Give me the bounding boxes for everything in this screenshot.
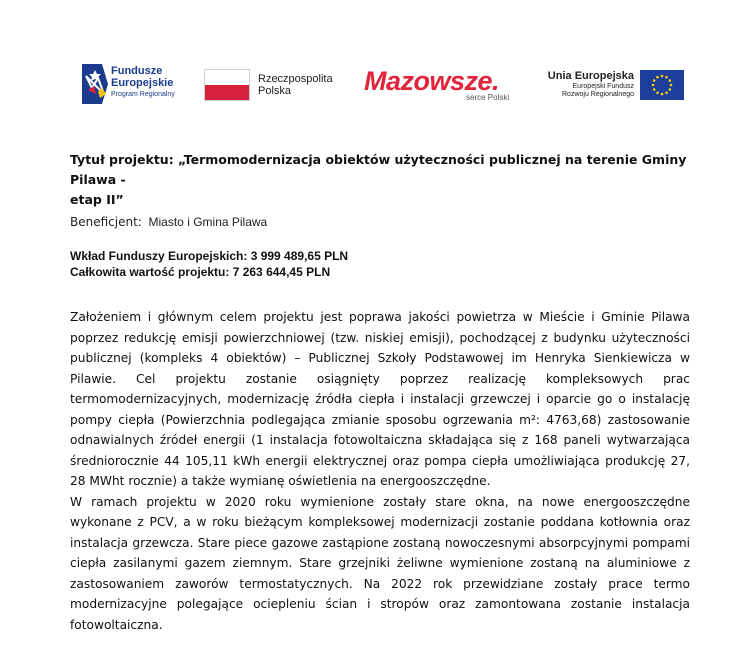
- project-info: [70, 150, 690, 635]
- unia-line3: Rozwoju Regionalnego: [562, 91, 634, 98]
- polska-line1: Rzeczpospolita: [258, 73, 333, 85]
- mazowsze-logo: [364, 66, 524, 106]
- description-paragraph-1: Założeniem i głównym celem projektu jest poprawa jakości powietrza w Mieście i Gminie Pilawa poprzez redukcję emisji powierzchniowej (tzw. niskiej emisji), pochodzącej z budynku użyteczności publicznej (kompleks 4 obiektów) – Publicznej Szkoły Podstawowej im Henryka Sienkiewicza w Pilawie. Cel projektu zostanie osiągnięty poprzez realizację kompleksowych prac termomodernizacyjnych, modernizację źródła ciepła i instalacji grzewczej i oparcie go o instalację pompy ciepła (Powierzchnia podlegająca zmianie sposobu ogrzewania m²: 4763,68) zastosowanie odnawialnych źródeł energii (1 instalacja fotowoltaiczna składająca się z 168 paneli wytwarzająca średniorocznie 44 105,11 kWh energii elektrycznej oraz pompa ciepła umożliwiająca produkcję 27, 28 MWht rocznie) a także wymianę oświetlenia na energooszczędne.: [70, 310, 690, 488]
- fundusze-line1: Fundusze: [111, 65, 163, 77]
- logo-bar: [0, 0, 748, 120]
- beneficiary-value: Miasto i Gmina Pilawa: [148, 215, 268, 229]
- beneficiary-label: Beneficjent:: [70, 215, 142, 229]
- fundusze-line2: Europejskie: [111, 77, 174, 89]
- project-title-line2: etap II”: [70, 192, 124, 207]
- funding-summary: [70, 248, 690, 280]
- mazowsze-tagline: serce Polski: [466, 93, 510, 102]
- total-value: Całkowita wartość projektu: 7 263 644,45 PLN: [70, 265, 331, 279]
- description-paragraph-2: W ramach projektu w 2020 roku wymienione zostały stare okna, na nowe energooszczędne wykonane z PCV, a w roku bieżącym kompleksowej modernizacji zostanie poddana kotłownia oraz instalacja grzewcza. Stare piece gazowe zastąpione zostaną nowoczesnymi absorpcyjnymi pompami ciepła zasilanymi gazem ziemnym. Stare grzejniki żeliwne wymienione zostaną na aluminiowe z zastosowaniem zaworów termostatycznych. Na 2022 rok przewidziane zostały prace termo modernizacyjne polegające ociepleniu ścian i stropów oraz zamontowana zostanie instalacja fotowoltaiczna.: [70, 494, 690, 632]
- project-description: [70, 307, 690, 635]
- beneficiary: [70, 214, 690, 230]
- unia-line1: Unia Europejska: [547, 70, 634, 82]
- eu-funds: Wkład Funduszy Europejskich: 3 999 489,65 PLN: [70, 249, 349, 263]
- fundusze-europejskie-icon: [82, 64, 108, 104]
- project-title: [70, 150, 690, 210]
- project-title-line1: Tytuł projektu: „Termomodernizacja obiektów użyteczności publicznej na terenie Gminy Pilawa -: [70, 152, 687, 187]
- unia-europejska-logo: [549, 70, 684, 104]
- unia-line2: Europejski Fundusz: [572, 83, 634, 90]
- polish-flag-icon: [204, 69, 250, 101]
- mazowsze-name: Mazowsze.: [364, 66, 500, 96]
- fundusze-europejskie-logo: [82, 64, 192, 108]
- eu-flag-icon: [640, 70, 684, 100]
- fundusze-line3: Program Regionalny: [111, 91, 175, 98]
- polska-line2: Polska: [258, 85, 292, 97]
- rzeczpospolita-polska-logo: [204, 69, 344, 103]
